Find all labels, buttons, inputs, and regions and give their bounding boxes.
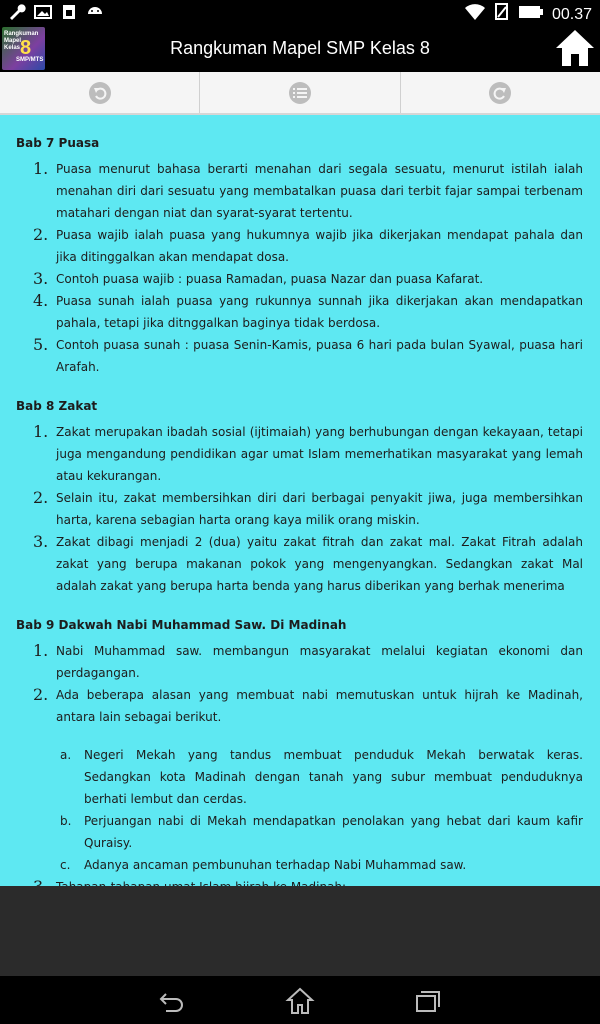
app-bar (0, 25, 600, 72)
sub-list-item: c. Adanya ancaman pembunuhan terhadap Nabi Muhammad saw. (60, 858, 467, 872)
sub-list (56, 744, 583, 876)
section-title: Bab 8 Zakat (16, 399, 98, 413)
recent-apps-button[interactable] (413, 986, 443, 1016)
list-item: 1. Zakat merupakan ibadah sosial (ijtimaiah) yang berhubungan dengan kekayaan, tetapi juga mengandung pendidikan agar umat Islam memerhatikan masyarakat yang lemah atau kekurangan. (33, 422, 583, 483)
item-list (16, 640, 583, 876)
section-title: Bab 7 Puasa (16, 136, 100, 150)
list-item: 3. Contoh puasa wajib : puasa Ramadan, puasa Nazar dan puasa Kafarat. (33, 269, 484, 288)
list-item: 2. Ada beberapa alasan yang membuat nabi memutuskan untuk hijrah ke Madinah, antara lain sebagai berikut. a. Negeri Mekah yang tandus membuat penduduk Mekah berwatak keras. Sedangkan kota Madinah dengan tanah yang subur membuat penduduknya berhati lembut dan cerdas. b. Perjuangan nabi di Mekah mendapatkan penolakan yang hebat dari kaum kafir Quraisy. c. Adanya ancaman pembunuhan terhadap Nabi Muhammad saw. (16, 684, 583, 876)
list-icon (289, 82, 311, 104)
android-icon (86, 4, 104, 20)
content-area[interactable] (0, 115, 600, 886)
logo-small-text: Rangkuman Mapel Kelas (4, 31, 39, 51)
list-item: 4. Puasa sunah ialah puasa yang rukunnya sunnah jika dikerjakan akan mendapatkan pahala, tetapi jika ditnggalkan baginya tidak berdosa. (33, 291, 583, 330)
sub-list-item: b. Perjuangan nabi di Mekah mendapatkan penolakan yang hebat dari kaum kafir Quraisy. (60, 814, 583, 850)
list-button[interactable] (200, 72, 400, 113)
back-icon (157, 986, 187, 1016)
redo-icon (489, 82, 511, 104)
navigation-bar (0, 976, 600, 1024)
logo-big-text: 8 (20, 37, 32, 59)
empty-area (0, 886, 600, 976)
undo-icon (89, 82, 111, 104)
house-icon (554, 28, 596, 68)
status-bar (0, 0, 600, 25)
wrench-icon (8, 4, 26, 20)
no-sim-icon (494, 3, 510, 26)
section-title: Bab 9 Dakwah Nabi Muhammad Saw. Di Madinah (16, 618, 347, 632)
redo-button[interactable] (401, 72, 600, 113)
item-list (16, 421, 583, 597)
sub-list-item: a. Negeri Mekah yang tandus membuat penduduk Mekah berwatak keras. Sedangkan kota Madinah dengan tanah yang subur membuat penduduknya berhati lembut dan cerdas. (60, 748, 583, 806)
wifi-icon (464, 3, 486, 26)
image-icon (34, 4, 52, 20)
list-item: 3. Zakat dibagi menjadi 2 (dua) yaitu zakat fitrah dan zakat mal. Zakat Fitrah adalah zakat yang berupa makanan pokok yang mengenyangkan. Sedangkan zakat Mal adalah zakat yang berupa harta benda yang harus diberikan yang berhak menerima (33, 532, 583, 593)
list-item: 1. Nabi Muhammad saw. membangun masyarakat melalui kegiatan ekonomi dan perdagangan. (33, 641, 583, 680)
undo-button[interactable] (0, 72, 200, 113)
clock: 00.37 (551, 5, 592, 23)
back-button[interactable] (157, 986, 187, 1016)
logo-sub-text: SMP/MTS (16, 57, 44, 63)
list-item: 1. Puasa menurut bahasa berarti menahan dari segala sesuatu, menurut istilah ialah menahan diri dari sesuatu yang membatalkan puasa dari terbit fajar sampai terbenam matahari dengan niat dan syarat-syarat tertentu. (33, 159, 583, 220)
home-nav-button[interactable] (285, 986, 315, 1016)
list-item: 2. Puasa wajib ialah puasa yang hukumnya wajib jika dikerjakan mendapat pahala dan jika ditinggalkan akan mendapat dosa. (33, 225, 583, 264)
recent-apps-icon (413, 986, 443, 1016)
toolbar (0, 72, 600, 115)
list-item: 5. Contoh puasa sunah : puasa Senin-Kamis, puasa 6 hari pada bulan Syawal, puasa hari Arafah. (33, 335, 583, 374)
page-title: Rangkuman Mapel SMP Kelas 8 (170, 38, 430, 58)
item-list (16, 158, 583, 378)
home-button[interactable] (554, 28, 596, 68)
home-icon (285, 986, 315, 1016)
sim-icon (60, 4, 78, 20)
list-item: 2. Selain itu, zakat membersihkan diri dari berbagai penyakit jiwa, juga membersihkan harta, karena sebagian harta orang kaya milik orang miskin. (33, 488, 583, 527)
battery-icon (518, 4, 544, 25)
